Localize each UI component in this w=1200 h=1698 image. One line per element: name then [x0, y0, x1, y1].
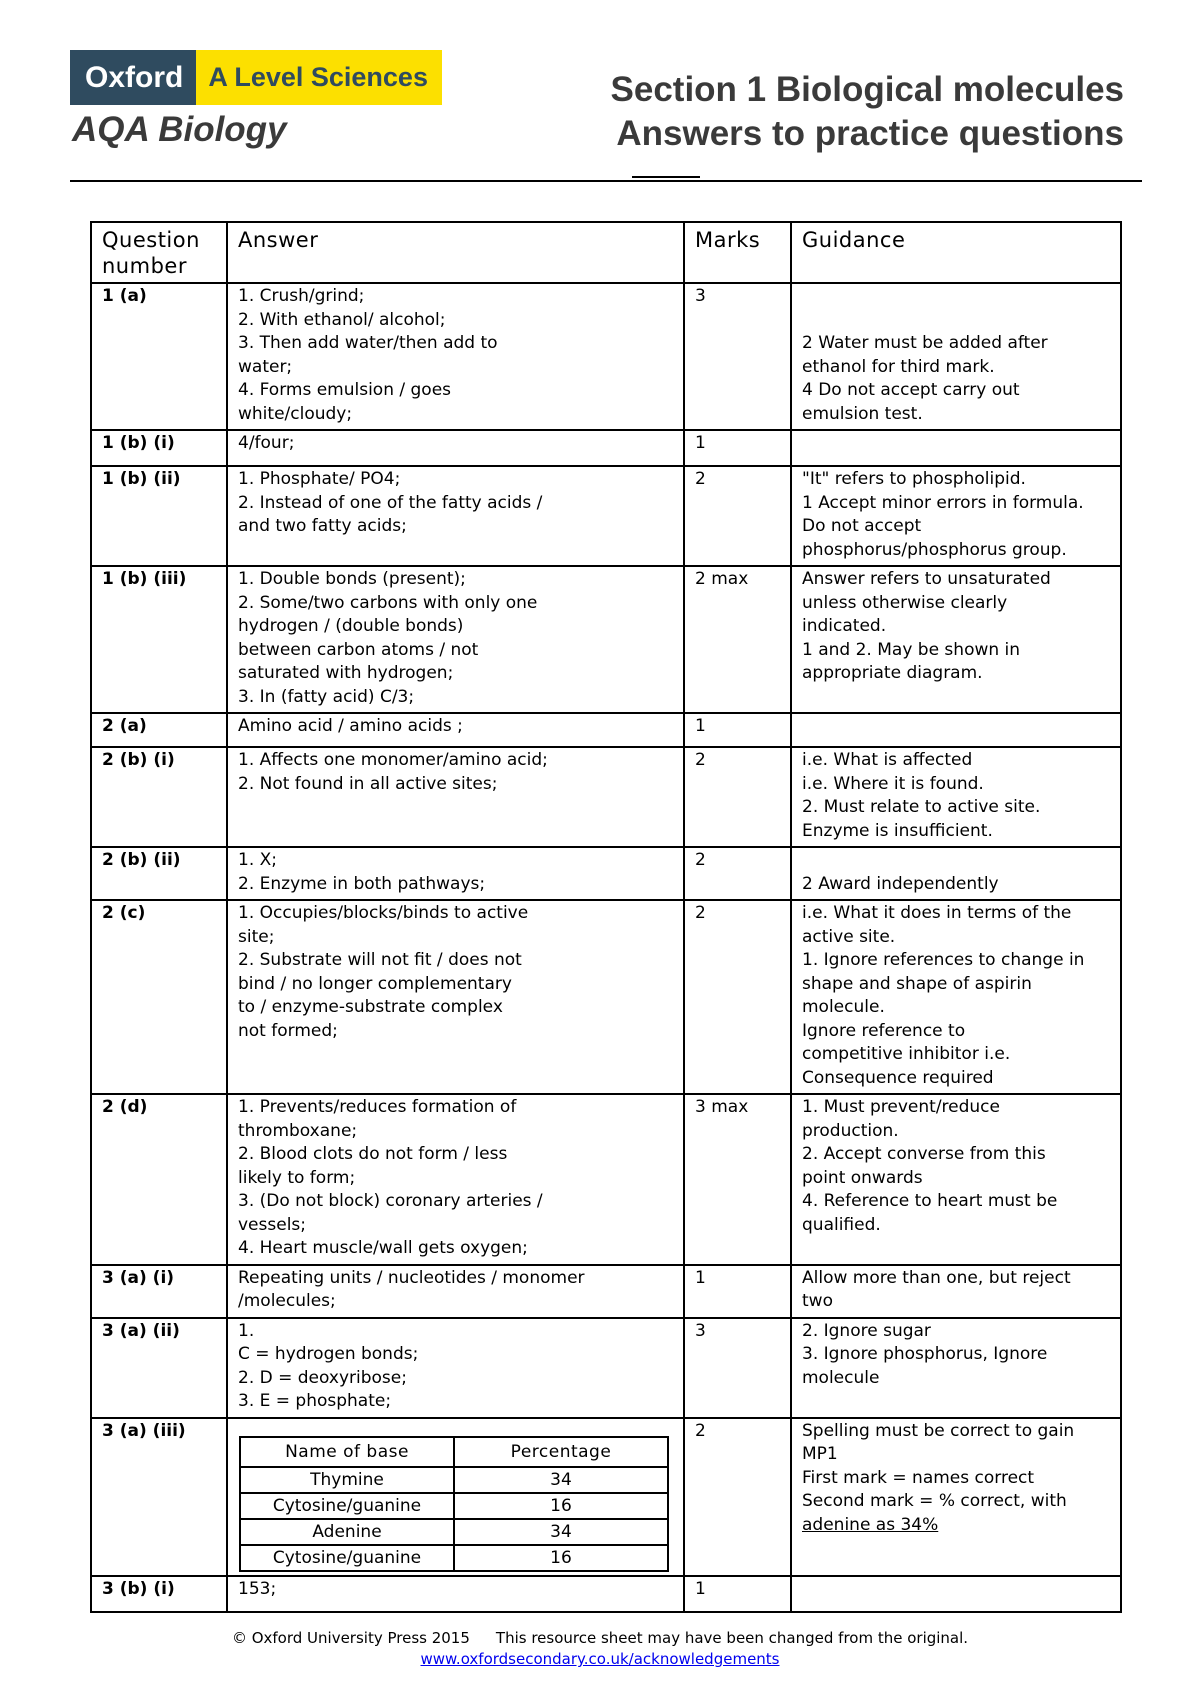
answer-line: to / enzyme-substrate complex [238, 997, 503, 1017]
table-row [91, 900, 1121, 1094]
guidance-cell [791, 430, 1121, 466]
section-subtitle: Answers to practice questions [616, 114, 1124, 153]
marks-cell: 2 [684, 466, 791, 566]
header-rule [70, 180, 1142, 182]
answer-line: 4/four; [238, 433, 295, 453]
guidance-line: Allow more than one, but reject [802, 1267, 1071, 1288]
marks-cell: 2 max [684, 566, 791, 713]
brand-series: A Level Sciences [196, 50, 442, 105]
answer-cell [227, 1418, 684, 1576]
guidance-line: 4 Do not accept carry out [802, 380, 1020, 400]
guidance-line: i.e. What it does in terms of the [802, 903, 1072, 923]
base-percentage: 16 [454, 1545, 668, 1571]
answer-cell [227, 1094, 684, 1265]
question-number: 1 (b) (i) [91, 430, 227, 466]
answer-line: 2. Instead of one of the fatty acids / [238, 492, 543, 513]
marks-cell: 3 [684, 1318, 791, 1418]
base-name: Cytosine/guanine [240, 1545, 454, 1571]
answer-line: C = hydrogen bonds; [238, 1344, 419, 1364]
guidance-line: 1. Ignore references to change in [802, 950, 1085, 970]
guidance-line: competitive inhibitor i.e. [802, 1044, 1011, 1064]
acknowledgements-link[interactable]: www.oxfordsecondary.co.uk/acknowledgements [420, 1650, 780, 1668]
base-name: Adenine [240, 1519, 454, 1545]
answer-cell [227, 847, 684, 900]
guidance-line: qualified. [802, 1214, 881, 1235]
marks-cell: 3 max [684, 1094, 791, 1265]
table-row [91, 747, 1121, 847]
guidance-cell [791, 713, 1121, 747]
mark-scheme-table [90, 221, 1122, 1613]
guidance-line: Consequence required [802, 1067, 994, 1088]
guidance-line: shape and shape of aspirin [802, 973, 1032, 994]
base-table-header-row [240, 1437, 668, 1467]
guidance-line: i.e. What is affected [802, 750, 973, 770]
guidance-line: Second mark = % correct, with [802, 1491, 1067, 1511]
guidance-line: unless otherwise clearly [802, 592, 1008, 613]
guidance-line: indicated. [802, 616, 887, 636]
answer-line: 1. Phosphate/ PO4; [238, 469, 401, 489]
table-row [91, 847, 1121, 900]
table-body [91, 283, 1121, 1612]
guidance-cell [791, 1318, 1121, 1418]
base-table-row [240, 1493, 668, 1519]
answer-line: likely to form; [238, 1167, 356, 1188]
base-name: Thymine [240, 1467, 454, 1493]
answer-line: 3. Then add water/then add to [238, 333, 498, 353]
answer-line: 1. Double bonds (present); [238, 569, 466, 589]
answer-cell [227, 713, 684, 747]
answer-cell [227, 566, 684, 713]
guidance-cell [791, 1094, 1121, 1265]
answer-line: 2. Not found in all active sites; [238, 773, 498, 794]
guidance-line: ethanol for third mark. [802, 356, 995, 377]
answer-line: 1. Occupies/blocks/binds to active [238, 903, 529, 923]
guidance-line [802, 309, 1111, 333]
guidance-line: 2 Award independently [802, 873, 999, 894]
marks-cell: 1 [684, 1576, 791, 1612]
table-row [91, 1265, 1121, 1318]
table-row [91, 430, 1121, 466]
guidance-line: First mark = names correct [802, 1467, 1035, 1488]
base-percentage: 16 [454, 1493, 668, 1519]
subject-title: AQA Biology [72, 110, 287, 149]
guidance-line: 4. Reference to heart must be [802, 1191, 1058, 1211]
answer-line: bind / no longer complementary [238, 973, 512, 994]
base-table-header: Name of base [240, 1437, 454, 1467]
marks-cell: 1 [684, 1265, 791, 1318]
answer-line: 3. In (fatty acid) C/3; [238, 686, 415, 707]
guidance-line: Enzyme is insufficient. [802, 820, 993, 841]
guidance-line: 2. Ignore sugar [802, 1320, 931, 1341]
answer-line: water; [238, 356, 293, 377]
answer-line: 4. Forms emulsion / goes [238, 380, 452, 400]
guidance-line: phosphorus/phosphorus group. [802, 539, 1067, 560]
answer-line: not formed; [238, 1020, 338, 1041]
table-row [91, 1094, 1121, 1265]
answer-line: 1. [238, 1320, 255, 1341]
brand-oxford: Oxford [70, 50, 196, 105]
guidance-cell [791, 900, 1121, 1094]
table-row [91, 1576, 1121, 1612]
base-table-row [240, 1545, 668, 1571]
answer-line: 2. Substrate will not fit / does not [238, 950, 522, 970]
answer-line: 3. (Do not block) coronary arteries / [238, 1191, 543, 1211]
answer-cell [227, 1318, 684, 1418]
guidance-line: 2. Must relate to active site. [802, 797, 1041, 817]
answer-line: saturated with hydrogen; [238, 663, 454, 683]
guidance-line: i.e. Where it is found. [802, 773, 984, 794]
guidance-line: Spelling must be correct to gain [802, 1420, 1075, 1441]
guidance-line: production. [802, 1120, 899, 1141]
marks-cell: 2 [684, 1418, 791, 1576]
question-number: 1 (a) [91, 283, 227, 430]
table-row [91, 1418, 1121, 1576]
base-percentage: 34 [454, 1519, 668, 1545]
answer-line: 2. D = deoxyribose; [238, 1367, 407, 1388]
section-title: Section 1 Biological molecules [610, 70, 1124, 109]
guidance-cell [791, 283, 1121, 430]
guidance-line: two [802, 1291, 833, 1311]
question-number: 1 (b) (iii) [91, 566, 227, 713]
answer-line: white/cloudy; [238, 403, 353, 424]
header-rule-accent [632, 176, 700, 178]
footer [0, 1628, 1200, 1670]
guidance-line: MP1 [802, 1444, 838, 1464]
header-question-number: Question number [91, 222, 227, 283]
question-number: 2 (b) (ii) [91, 847, 227, 900]
section-heading [611, 68, 1124, 156]
table-row [91, 713, 1121, 747]
base-percentage: 34 [454, 1467, 668, 1493]
question-number: 2 (c) [91, 900, 227, 1094]
answer-line: vessels; [238, 1214, 306, 1235]
answer-line: 2. With ethanol/ alcohol; [238, 309, 446, 330]
guidance-line: 1 and 2. May be shown in [802, 639, 1021, 660]
base-table-row [240, 1467, 668, 1493]
table-header-row [91, 222, 1121, 283]
guidance-line [802, 432, 1111, 456]
guidance-line: point onwards [802, 1167, 923, 1188]
base-name: Cytosine/guanine [240, 1493, 454, 1519]
resource-notice: This resource sheet may have been changed from the original. [495, 1629, 969, 1647]
answer-line: 1. Crush/grind; [238, 286, 365, 306]
base-percentage-table [239, 1436, 669, 1572]
header-answer: Answer [227, 222, 684, 283]
guidance-line: 2 Water must be added after [802, 333, 1048, 353]
guidance-cell [791, 1576, 1121, 1612]
guidance-line: "It" refers to phospholipid. [802, 469, 1026, 489]
guidance-line-underlined: adenine as 34% [802, 1514, 939, 1535]
answer-line: between carbon atoms / not [238, 639, 479, 660]
answer-line: Amino acid / amino acids ; [238, 716, 463, 736]
guidance-line [802, 1578, 1111, 1602]
answer-line: 1. Affects one monomer/amino acid; [238, 750, 548, 770]
question-number: 1 (b) (ii) [91, 466, 227, 566]
base-table-row [240, 1519, 668, 1545]
guidance-line: Answer refers to unsaturated [802, 569, 1051, 589]
answer-line: 2. Blood clots do not form / less [238, 1144, 508, 1164]
answer-line: 153; [238, 1578, 277, 1599]
answer-line: 3. E = phosphate; [238, 1391, 392, 1411]
guidance-cell [791, 847, 1121, 900]
brand-logo [70, 50, 442, 105]
guidance-line: molecule [802, 1367, 880, 1388]
question-number: 3 (a) (iii) [91, 1418, 227, 1576]
guidance-line: molecule. [802, 997, 885, 1017]
guidance-cell [791, 566, 1121, 713]
answer-line: and two fatty acids; [238, 516, 407, 536]
marks-cell: 2 [684, 900, 791, 1094]
guidance-line [802, 715, 1111, 739]
question-number: 2 (b) (i) [91, 747, 227, 847]
answer-line: thromboxane; [238, 1120, 358, 1141]
guidance-line [802, 285, 1111, 309]
guidance-line: Ignore reference to [802, 1020, 966, 1041]
header-marks: Marks [684, 222, 791, 283]
answer-line: hydrogen / (double bonds) [238, 616, 464, 636]
question-number: 3 (a) (ii) [91, 1318, 227, 1418]
answer-cell [227, 430, 684, 466]
marks-cell: 2 [684, 847, 791, 900]
guidance-cell [791, 747, 1121, 847]
base-table-header: Percentage [454, 1437, 668, 1467]
table-row [91, 283, 1121, 430]
guidance-line: appropriate diagram. [802, 663, 983, 683]
answer-cell [227, 1265, 684, 1318]
answer-cell [227, 900, 684, 1094]
answer-line: 2. Some/two carbons with only one [238, 592, 538, 613]
marks-cell: 1 [684, 713, 791, 747]
table-row [91, 466, 1121, 566]
answer-line: 1. X; [238, 850, 277, 870]
answer-line: /molecules; [238, 1291, 336, 1311]
guidance-cell [791, 1265, 1121, 1318]
answer-line: site; [238, 926, 275, 947]
guidance-line: 2. Accept converse from this [802, 1144, 1046, 1164]
guidance-line: emulsion test. [802, 403, 923, 424]
marks-cell: 3 [684, 283, 791, 430]
answer-cell [227, 283, 684, 430]
marks-cell: 2 [684, 747, 791, 847]
guidance-cell [791, 1418, 1121, 1576]
table-row [91, 1318, 1121, 1418]
guidance-line: 3. Ignore phosphorus, Ignore [802, 1344, 1048, 1364]
guidance-line: 1 Accept minor errors in formula. [802, 492, 1084, 513]
header-guidance: Guidance [791, 222, 1121, 283]
guidance-line: active site. [802, 926, 896, 947]
copyright: © Oxford University Press 2015 [231, 1629, 470, 1647]
answer-cell [227, 1576, 684, 1612]
answer-line: Repeating units / nucleotides / monomer [238, 1267, 585, 1288]
guidance-line [802, 849, 1111, 873]
answer-line: 1. Prevents/reduces formation of [238, 1097, 517, 1117]
question-number: 2 (d) [91, 1094, 227, 1265]
marks-cell: 1 [684, 430, 791, 466]
question-number: 2 (a) [91, 713, 227, 747]
answer-cell [227, 466, 684, 566]
guidance-line: 1. Must prevent/reduce [802, 1097, 1000, 1117]
question-number: 3 (a) (i) [91, 1265, 227, 1318]
table-row [91, 566, 1121, 713]
guidance-line: Do not accept [802, 516, 922, 536]
answer-line: 2. Enzyme in both pathways; [238, 873, 486, 894]
question-number: 3 (b) (i) [91, 1576, 227, 1612]
answer-cell [227, 747, 684, 847]
answer-line: 4. Heart muscle/wall gets oxygen; [238, 1238, 528, 1258]
guidance-cell [791, 466, 1121, 566]
